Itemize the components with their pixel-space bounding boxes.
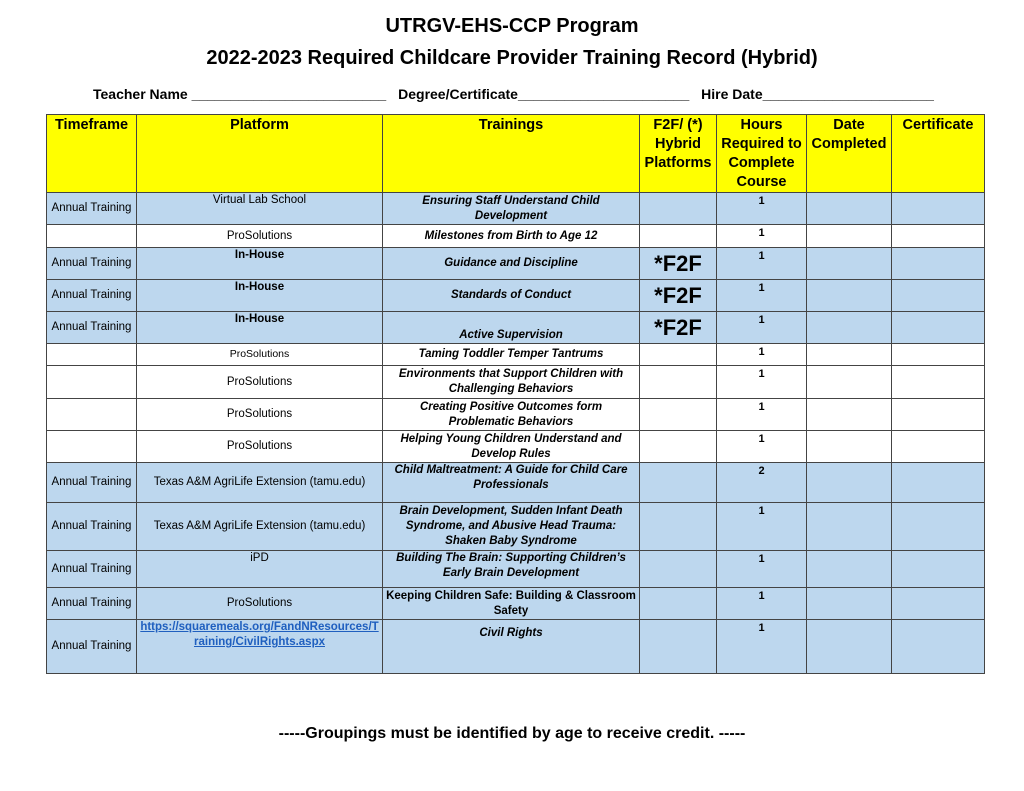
timeframe-cell	[47, 344, 137, 366]
date-completed-cell[interactable]	[807, 248, 892, 280]
training-table	[46, 114, 985, 674]
platform-cell: iPD	[137, 551, 383, 588]
footer-note: -----Groupings must be identified by age to receive credit. -----	[278, 725, 746, 742]
training-cell: Creating Positive Outcomes form Problematic Behaviors	[383, 399, 640, 431]
date-completed-cell[interactable]	[807, 344, 892, 366]
certificate-cell[interactable]	[892, 620, 985, 674]
hours-cell: 1	[717, 344, 807, 366]
hours-cell: 1	[717, 431, 807, 463]
certificate-cell[interactable]	[892, 225, 985, 248]
timeframe-cell: Annual Training	[47, 503, 137, 551]
certificate-cell[interactable]	[892, 248, 985, 280]
f2f-cell	[640, 588, 717, 620]
date-completed-cell[interactable]	[807, 551, 892, 588]
table-row	[47, 431, 985, 463]
timeframe-cell: Annual Training	[47, 551, 137, 588]
date-completed-cell[interactable]	[807, 225, 892, 248]
table-row	[47, 312, 985, 344]
certificate-cell[interactable]	[892, 551, 985, 588]
training-cell: Keeping Children Safe: Building & Classroom Safety	[383, 588, 640, 620]
timeframe-cell: Annual Training	[47, 248, 137, 280]
f2f-cell	[640, 399, 717, 431]
hours-cell: 1	[717, 248, 807, 280]
header-row	[47, 115, 985, 193]
hours-cell: 1	[717, 503, 807, 551]
timeframe-cell: Annual Training	[47, 312, 137, 344]
platform-cell: ProSolutions	[137, 366, 383, 399]
certificate-cell[interactable]	[892, 399, 985, 431]
f2f-cell	[640, 344, 717, 366]
date-completed-cell[interactable]	[807, 588, 892, 620]
platform-cell: In-House	[137, 248, 383, 280]
timeframe-cell	[47, 431, 137, 463]
certificate-cell[interactable]	[892, 588, 985, 620]
hours-cell: 1	[717, 588, 807, 620]
platform-cell: ProSolutions	[137, 588, 383, 620]
header-trainings: Trainings	[383, 115, 640, 193]
table-row	[47, 463, 985, 503]
hours-cell: 1	[717, 225, 807, 248]
training-cell: Brain Development, Sudden Infant Death Syndrome, and Abusive Head Trauma: Shaken Baby Syndrome	[383, 503, 640, 551]
date-completed-cell[interactable]	[807, 366, 892, 399]
table-row	[47, 551, 985, 588]
civil-rights-link[interactable]: https://squaremeals.org/FandNResources/Training/CivilRights.aspx	[140, 621, 379, 648]
table-row	[47, 503, 985, 551]
certificate-cell[interactable]	[892, 344, 985, 366]
title-line-1: UTRGV-EHS-CCP Program	[385, 15, 639, 37]
certificate-cell[interactable]	[892, 366, 985, 399]
timeframe-cell: Annual Training	[47, 193, 137, 225]
hours-cell: 1	[717, 193, 807, 225]
date-completed-cell[interactable]	[807, 193, 892, 225]
platform-cell: ProSolutions	[137, 431, 383, 463]
platform-cell: Virtual Lab School	[137, 193, 383, 225]
training-cell: Guidance and Discipline	[383, 248, 640, 280]
date-completed-cell[interactable]	[807, 280, 892, 312]
certificate-cell[interactable]	[892, 312, 985, 344]
training-cell: Environments that Support Children with Challenging Behaviors	[383, 366, 640, 399]
f2f-cell: *F2F	[640, 312, 717, 344]
platform-cell: In-House	[137, 312, 383, 344]
header-platform: Platform	[137, 115, 383, 193]
timeframe-cell	[47, 225, 137, 248]
f2f-cell	[640, 225, 717, 248]
hours-cell: 1	[717, 551, 807, 588]
certificate-cell[interactable]	[892, 431, 985, 463]
certificate-cell[interactable]	[892, 503, 985, 551]
training-cell: Helping Young Children Understand and Develop Rules	[383, 431, 640, 463]
certificate-cell[interactable]	[892, 280, 985, 312]
platform-cell: Texas A&M AgriLife Extension (tamu.edu)	[137, 463, 383, 503]
f2f-cell	[640, 551, 717, 588]
training-cell: Standards of Conduct	[383, 280, 640, 312]
teacher-name-field[interactable]: Teacher Name _________________________	[93, 86, 387, 102]
table-row	[47, 280, 985, 312]
f2f-cell	[640, 620, 717, 674]
table-row	[47, 344, 985, 366]
header-certificate: Certificate	[892, 115, 985, 193]
f2f-cell	[640, 193, 717, 225]
hours-cell: 1	[717, 620, 807, 674]
timeframe-cell: Annual Training	[47, 280, 137, 312]
date-completed-cell[interactable]	[807, 463, 892, 503]
timeframe-cell	[47, 399, 137, 431]
date-completed-cell[interactable]	[807, 431, 892, 463]
table-row	[47, 248, 985, 280]
training-cell: Civil Rights	[383, 620, 640, 674]
table-row	[47, 225, 985, 248]
date-completed-cell[interactable]	[807, 503, 892, 551]
title-line-2: 2022-2023 Required Childcare Provider Training Record (Hybrid)	[206, 47, 818, 69]
table-row	[47, 620, 985, 674]
f2f-cell	[640, 503, 717, 551]
header-hours: Hours Required to Complete Course	[717, 115, 807, 193]
hours-cell: 1	[717, 312, 807, 344]
certificate-cell[interactable]	[892, 193, 985, 225]
training-cell: Taming Toddler Temper Tantrums	[383, 344, 640, 366]
f2f-cell: *F2F	[640, 280, 717, 312]
training-cell: Building The Brain: Supporting Children’s Early Brain Development	[383, 551, 640, 588]
table-row	[47, 399, 985, 431]
platform-cell: ProSolutions	[137, 399, 383, 431]
training-cell: Active Supervision	[383, 312, 640, 344]
info-line	[93, 85, 934, 103]
degree-certificate-field[interactable]: Degree/Certificate______________________	[398, 86, 690, 102]
timeframe-cell: Annual Training	[47, 588, 137, 620]
platform-cell: ProSolutions	[137, 344, 383, 366]
timeframe-cell: Annual Training	[47, 463, 137, 503]
f2f-cell	[640, 463, 717, 503]
training-cell: Milestones from Birth to Age 12	[383, 225, 640, 248]
hours-cell: 1	[717, 399, 807, 431]
date-completed-cell[interactable]	[807, 312, 892, 344]
table-row	[47, 193, 985, 225]
hire-date-field[interactable]: Hire Date______________________	[701, 86, 934, 102]
hours-cell: 1	[717, 280, 807, 312]
hours-cell: 2	[717, 463, 807, 503]
date-completed-cell[interactable]	[807, 399, 892, 431]
f2f-cell: *F2F	[640, 248, 717, 280]
table-row	[47, 588, 985, 620]
platform-cell: ProSolutions	[137, 225, 383, 248]
header-date-completed: Date Completed	[807, 115, 892, 193]
hours-cell: 1	[717, 366, 807, 399]
timeframe-cell: Annual Training	[47, 620, 137, 674]
f2f-cell	[640, 431, 717, 463]
header-timeframe: Timeframe	[47, 115, 137, 193]
f2f-cell	[640, 366, 717, 399]
training-cell: Ensuring Staff Understand Child Development	[383, 193, 640, 225]
header-f2f: F2F/ (*) Hybrid Platforms	[640, 115, 717, 193]
table-row	[47, 366, 985, 399]
certificate-cell[interactable]	[892, 463, 985, 503]
platform-cell: Texas A&M AgriLife Extension (tamu.edu)	[137, 503, 383, 551]
platform-cell: In-House	[137, 280, 383, 312]
training-cell: Child Maltreatment: A Guide for Child Care Professionals	[383, 463, 640, 503]
platform-cell	[137, 620, 383, 674]
date-completed-cell[interactable]	[807, 620, 892, 674]
timeframe-cell	[47, 366, 137, 399]
